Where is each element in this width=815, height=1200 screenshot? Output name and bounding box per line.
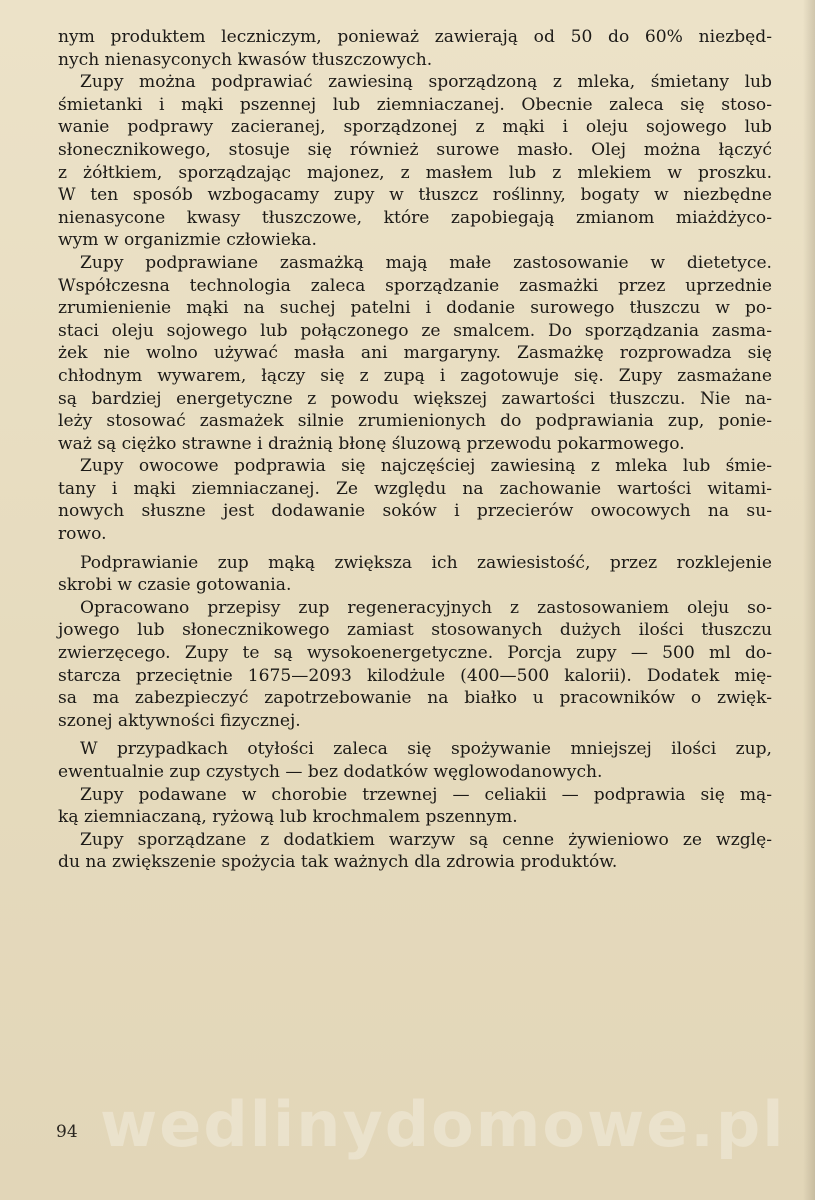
page-number: 94: [56, 1122, 78, 1142]
text-line: nienasycone kwasy tłuszczowe, które zapobiegają zmianom miażdżyco-: [58, 207, 772, 228]
text-line: skrobi w czasie gotowania.: [58, 575, 292, 596]
text-line: W ten sposób wzbogacamy zupy w tłuszcz roślinny, bogaty w niezbędne: [58, 185, 772, 206]
text-line: Podprawianie zup mąką zwiększa ich zawiesistość, przez rozklejenie: [80, 552, 772, 573]
text-line: Zupy sporządzane z dodatkiem warzyw są cenne żywieniowo ze wzglę-: [80, 829, 772, 850]
paragraph-9: [58, 829, 772, 874]
text-line: nym produktem leczniczym, ponieważ zawierają od 50 do 60% niezbęd-: [58, 27, 772, 47]
paragraph-8: [58, 784, 772, 829]
text-line: Opracowano przepisy zup regeneracyjnych z zastosowaniem oleju so-: [80, 597, 772, 618]
text-line: ką ziemniaczaną, ryżową lub krochmalem pszennym.: [58, 807, 518, 828]
watermark-text: wedlinydomowe.pl: [100, 1088, 786, 1161]
text-line: sa ma zabezpieczyć zapotrzebowanie na białko u pracowników o zwięk-: [58, 688, 772, 709]
text-line: Zupy można podprawiać zawiesiną sporządzoną z mleka, śmietany lub: [80, 72, 772, 93]
text-line: wym w organizmie człowieka.: [58, 230, 317, 251]
text-line: nych nienasyconych kwasów tłuszczowych.: [58, 49, 433, 70]
text-line: Współczesna technologia zaleca sporządzanie zasmażki przez uprzednie: [58, 275, 772, 296]
text-line: starcza przeciętnie 1675—2093 kilodżule (400—500 kalorii). Dodatek mię-: [58, 665, 772, 686]
text-line: wanie podprawy zacieranej, sporządzonej z mąki i oleju sojowego lub: [58, 117, 772, 138]
text-line: leży stosować zasmażek silnie zrumienionych do podprawiania zup, ponie-: [58, 411, 772, 432]
text-line: Zupy podprawiane zasmażką mają małe zastosowanie w dietetyce.: [80, 252, 772, 273]
text-line: waż są ciężko strawne i drażnią błonę śluzową przewodu pokarmowego.: [58, 433, 685, 454]
text-line: Zupy podawane w chorobie trzewnej — celiakii — podprawia się mą-: [80, 784, 772, 805]
page-edge-shadow: [803, 0, 815, 1200]
text-line: nowych słuszne jest dodawanie soków i przecierów owocowych na su-: [58, 501, 772, 522]
text-line: W przypadkach otyłości zaleca się spożywanie mniejszej ilości zup,: [80, 739, 772, 760]
text-line: Zupy owocowe podprawia się najczęściej zawiesiną z mleka lub śmie-: [80, 456, 772, 477]
paragraph-6: [58, 597, 772, 733]
text-line: są bardziej energetyczne z powodu większej zawartości tłuszczu. Nie na-: [58, 388, 772, 409]
text-line: staci oleju sojowego lub połączonego ze smalcem. Do sporządzania zasma-: [58, 320, 772, 341]
paragraph-4: [58, 455, 772, 545]
text-line: jowego lub słonecznikowego zamiast stosowanych dużych ilości tłuszczu: [58, 620, 772, 641]
text-line: śmietanki i mąki pszennej lub ziemniaczanej. Obecnie zaleca się stoso-: [58, 94, 772, 115]
text-line: z żółtkiem, sporządzając majonez, z masłem lub z mlekiem w proszku.: [58, 162, 772, 183]
text-line: tany i mąki ziemniaczanej. Ze względu na zachowanie wartości witami-: [58, 478, 772, 499]
paragraph-7: [58, 738, 772, 783]
text-line: ewentualnie zup czystych — bez dodatków węglowodanowych.: [58, 762, 603, 782]
text-line: chłodnym wywarem, łączy się z zupą i zagotowuje się. Zupy zasmażane: [58, 365, 772, 386]
text-line: żek nie wolno używać masła ani margaryny. Zasmażkę rozprowadza się: [58, 343, 772, 364]
paragraph-5: [58, 552, 772, 597]
text-line: szonej aktywności fizycznej.: [58, 710, 301, 731]
body-text: [58, 26, 772, 874]
paragraph-3: [58, 252, 772, 455]
text-line: rowo.: [58, 524, 107, 545]
text-line: zrumienienie mąki na suchej patelni i dodanie surowego tłuszczu w po-: [58, 298, 772, 319]
text-line: słonecznikowego, stosuje się również surowe masło. Olej można łączyć: [58, 139, 772, 160]
paragraph-1: [58, 26, 772, 71]
text-line: zwierzęcego. Zupy te są wysokoenergetyczne. Porcja zupy — 500 ml do-: [58, 643, 772, 664]
paragraph-2: [58, 71, 772, 252]
text-line: du na zwiększenie spożycia tak ważnych dla zdrowia produktów.: [58, 852, 618, 873]
